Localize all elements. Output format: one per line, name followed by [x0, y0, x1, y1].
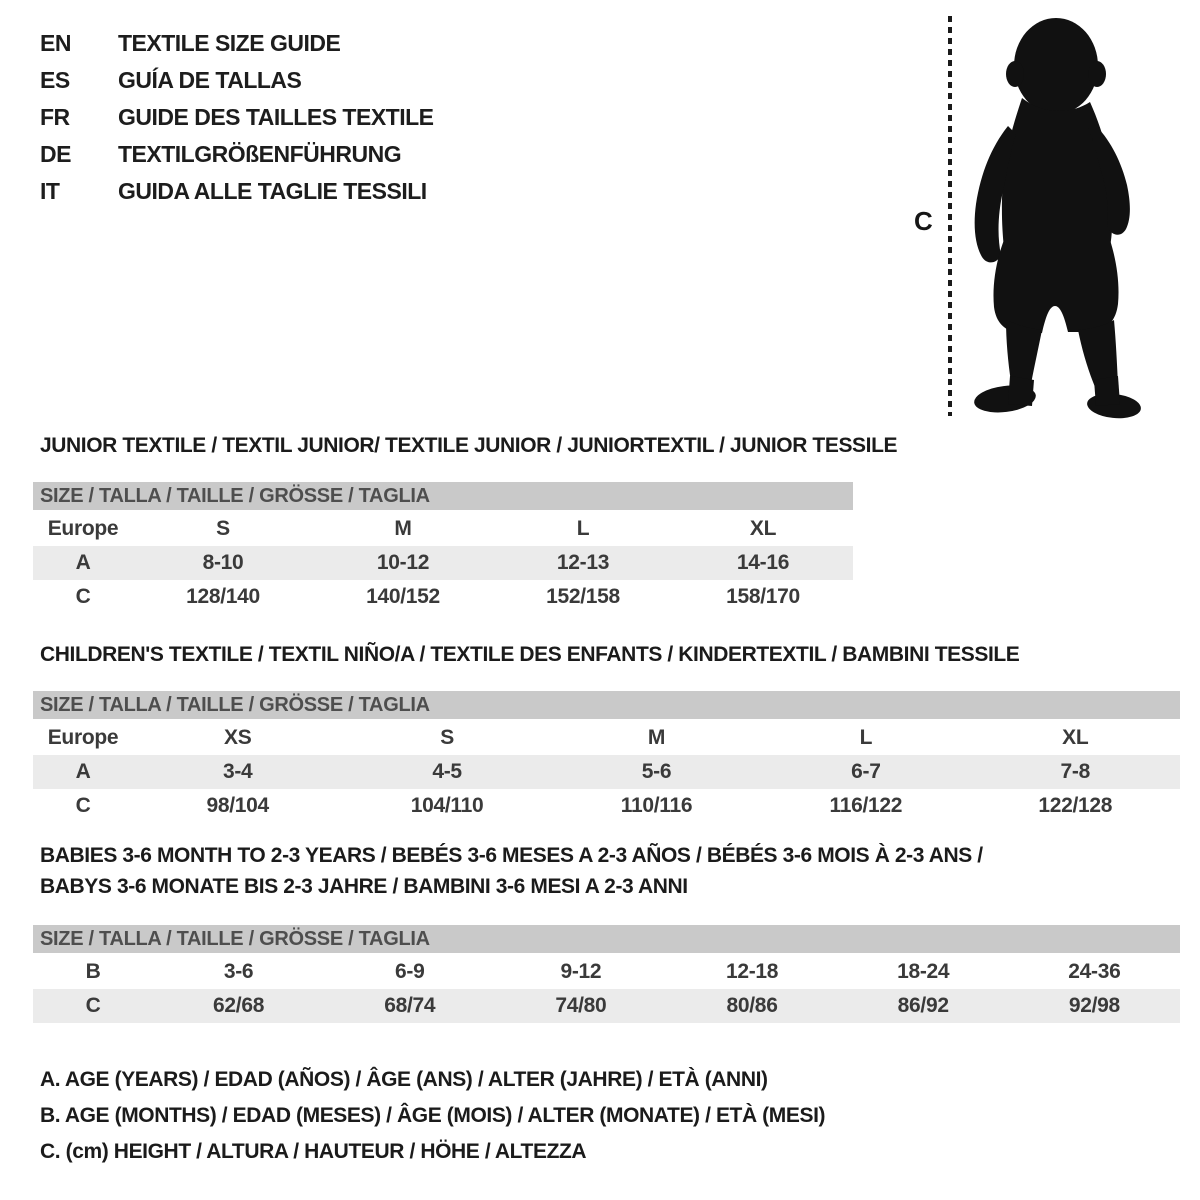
size-cell: 3-6 [223, 960, 254, 983]
size-cell: XS [223, 726, 252, 749]
table-row [33, 755, 1180, 789]
language-code: EN [40, 30, 71, 56]
row-label: Europe [47, 517, 119, 540]
section-title: BABYS 3-6 MONATE BIS 2-3 JAHRE / BAMBINI 3-6 MESI A 2-3 ANNI [40, 875, 688, 898]
size-cell: M [394, 517, 412, 540]
language-row [40, 173, 434, 210]
size-cell: 80/86 [726, 994, 778, 1017]
row-label: C [85, 994, 101, 1017]
size-cell: 12-13 [556, 551, 610, 574]
height-measure-dashed-line [948, 16, 952, 416]
size-cell: 122/128 [1038, 794, 1113, 817]
size-table-junior [33, 512, 853, 614]
size-cell: 128/140 [186, 585, 260, 608]
language-row [40, 62, 434, 99]
size-table-children [33, 721, 1180, 823]
size-cell: 74/80 [555, 994, 607, 1017]
size-cell: 152/158 [546, 585, 620, 608]
row-label: A [75, 760, 91, 783]
size-cell: 92/98 [1068, 994, 1120, 1017]
language-label: GUÍA DE TALLAS [118, 67, 302, 93]
table-row [33, 989, 1180, 1023]
table-row [33, 546, 853, 580]
size-cell: 8-10 [202, 551, 244, 574]
size-cell: 140/152 [366, 585, 440, 608]
footnote-line: B. AGE (MONTHS) / EDAD (MESES) / ÂGE (MOIS) / ALTER (MONATE) / ETÀ (MESI) [40, 1104, 826, 1127]
section-childrens-textile [33, 639, 1180, 823]
size-cell: XL [749, 517, 777, 540]
size-cell: 104/110 [410, 794, 484, 817]
size-cell: 6-7 [851, 760, 881, 783]
size-cell: 7-8 [1060, 760, 1090, 783]
table-row [33, 955, 1180, 989]
size-table-babies [33, 955, 1180, 1023]
size-cell: 86/92 [897, 994, 949, 1017]
language-label: GUIDE DES TAILLES TEXTILE [118, 104, 434, 130]
row-label: C [75, 585, 91, 608]
table-row [33, 512, 853, 546]
table-row [33, 580, 853, 614]
section-title: BABIES 3-6 MONTH TO 2-3 YEARS / BEBÉS 3-6 MESES A 2-3 AÑOS / BÉBÉS 3-6 MOIS À 2-3 ANS / [40, 844, 983, 867]
row-label: A [75, 551, 91, 574]
table-row [33, 789, 1180, 823]
footnote-line: A. AGE (YEARS) / EDAD (AÑOS) / ÂGE (ANS) / ALTER (JAHRE) / ETÀ (ANNI) [40, 1068, 768, 1091]
language-label: TEXTILE SIZE GUIDE [118, 30, 341, 56]
size-cell: S [216, 517, 230, 540]
size-cell: 6-9 [395, 960, 425, 983]
size-cell: 68/74 [384, 994, 436, 1017]
size-cell: 110/116 [620, 794, 693, 817]
section-title: CHILDREN'S TEXTILE / TEXTIL NIÑO/A / TEXTILE DES ENFANTS / KINDERTEXTIL / BAMBINI TESSILE [40, 643, 1020, 666]
size-cell: 9-12 [560, 960, 602, 983]
size-cell: 98/104 [206, 794, 269, 817]
baby-silhouette-icon [958, 14, 1146, 422]
size-cell: XL [1062, 726, 1089, 749]
row-label: C [75, 794, 91, 817]
language-row [40, 136, 434, 173]
height-measure-label: C [914, 206, 933, 236]
section-title-block [33, 430, 898, 461]
size-cell: 24-36 [1068, 960, 1121, 983]
size-cell: 62/68 [213, 994, 265, 1017]
language-code: DE [40, 141, 71, 167]
section-title-block [33, 639, 1180, 670]
section-junior-textile [33, 430, 898, 614]
size-cell: L [576, 517, 590, 540]
language-code: ES [40, 67, 70, 93]
language-row [40, 99, 434, 136]
table-row [33, 721, 1180, 755]
footnotes [40, 1062, 825, 1170]
size-header-bar: SIZE / TALLA / TAILLE / GRÖSSE / TAGLIA [33, 925, 1180, 953]
language-label: TEXTILGRÖßENFÜHRUNG [118, 141, 402, 167]
section-title: JUNIOR TEXTILE / TEXTIL JUNIOR/ TEXTILE JUNIOR / JUNIORTEXTIL / JUNIOR TESSILE [40, 434, 898, 457]
size-cell: 14-16 [736, 551, 790, 574]
section-babies-textile [33, 840, 1180, 1023]
size-header-bar: SIZE / TALLA / TAILLE / GRÖSSE / TAGLIA [33, 691, 1180, 719]
size-cell: L [859, 726, 873, 749]
row-label: Europe [47, 726, 119, 749]
size-cell: 12-18 [725, 960, 779, 983]
language-code: IT [40, 178, 60, 204]
language-code: FR [40, 104, 70, 130]
language-list [40, 25, 434, 210]
size-cell: 116/122 [829, 794, 903, 817]
row-label: B [85, 960, 101, 983]
section-title-block [33, 840, 1180, 902]
size-header-bar: SIZE / TALLA / TAILLE / GRÖSSE / TAGLIA [33, 482, 853, 510]
size-cell: 4-5 [432, 760, 462, 783]
size-cell: 18-24 [897, 960, 950, 983]
language-row [40, 25, 434, 62]
size-cell: M [647, 726, 666, 749]
size-cell: 3-4 [222, 760, 253, 783]
size-cell: 10-12 [376, 551, 430, 574]
size-cell: 158/170 [726, 585, 800, 608]
language-label: GUIDA ALLE TAGLIE TESSILI [118, 178, 427, 204]
footnote-line: C. (cm) HEIGHT / ALTURA / HAUTEUR / HÖHE / ALTEZZA [40, 1140, 587, 1163]
size-cell: 5-6 [641, 760, 672, 783]
size-cell: S [440, 726, 454, 749]
